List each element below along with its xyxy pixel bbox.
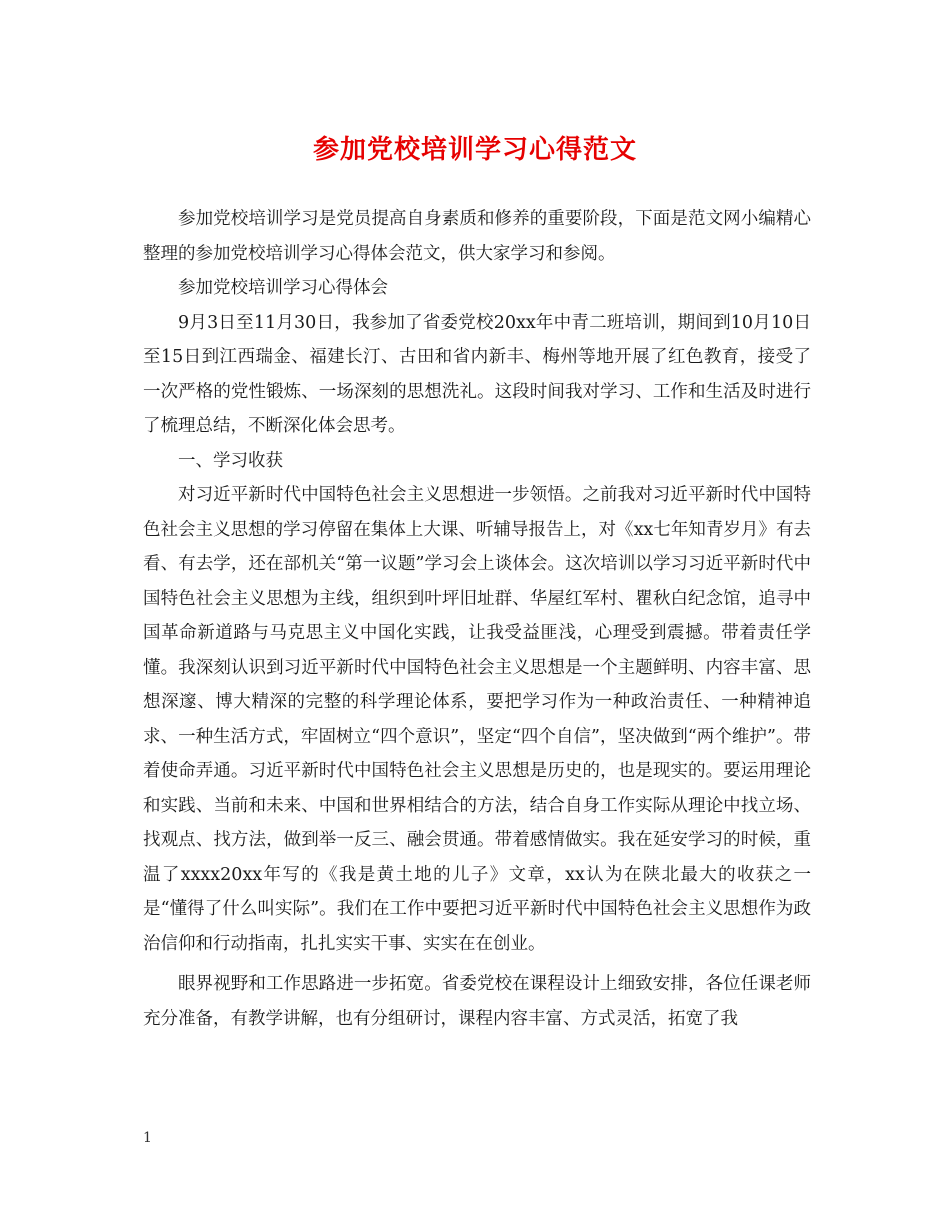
document-body: [143, 202, 811, 1036]
paragraph-overview: 9月3日至11月30日，我参加了省委党校20xx年中青二班培训，期间到10月10日至15日到江西瑞金、福建长汀、古田和省内新丰、梅州等地开展了红色教育，接受了一次严格的党性锻炼、一场深刻的思想洗礼。这段时间我对学习、工作和生活及时进行了梳理总结，不断深化体会思考。: [143, 312, 811, 436]
section-heading: 一、学习收获: [178, 450, 283, 471]
paragraph-heading: 参加党校培训学习心得体会: [178, 278, 388, 298]
paragraph-body: 眼界视野和工作思路进一步拓宽。省委党校在课程设计上细致安排，各位任课老师充分准备，有教学讲解，也有分组研讨，课程内容丰富、方式灵活，拓宽了我: [143, 974, 811, 1029]
page-number: 1: [143, 1130, 152, 1146]
paragraph-intro: 参加党校培训学习是党员提高自身素质和修养的重要阶段，下面是范文网小编精心整理的参加党校培训学习心得体会范文，供大家学习和参阅。: [143, 209, 811, 264]
paragraph-body: 对习近平新时代中国特色社会主义思想进一步领悟。之前我对习近平新时代中国特色社会主义思想的学习停留在集体上大课、听辅导报告上，对《xx七年知青岁月》有去看、有去学，还在部机关“第一议题”学习会上谈体会。这次培训以学习习近平新时代中国特色社会主义思想为主线，组织到叶坪旧址群、华屋红军村、瞿秋白纪念馆，追寻中国革命新道路与马克思主义中国化实践，让我受益匪浅，心理受到震撼。带着责任学懂。我深刻认识到习近平新时代中国特色社会主义思想是一个主题鲜明、内容丰富、思想深邃、博大精深的完整的科学理论体系，要把学习作为一种政治责任、一种精神追求、一种生活方式，牢固树立“四个意识”，坚定“四个自信”，坚决做到“两个维护”。带着使命弄通。习近平新时代中国特色社会主义思想是历史的，也是现实的。要运用理论和实践、当前和未来、中国和世界相结合的方法，结合自身工作实际从理论中找立场、找观点、找方法，做到举一反三、融会贯通。带着感情做实。我在延安学习的时候，重温了xxxx20xx年写的《我是黄土地的儿子》文章，xx认为在陕北最大的收获之一是“懂得了什么叫实际”。我们在工作中要把习近平新时代中国特色社会主义思想作为政治信仰和行动指南，扎扎实实干事、实实在在创业。: [143, 485, 811, 954]
page-title: 参加党校培训学习心得范文: [312, 135, 637, 165]
